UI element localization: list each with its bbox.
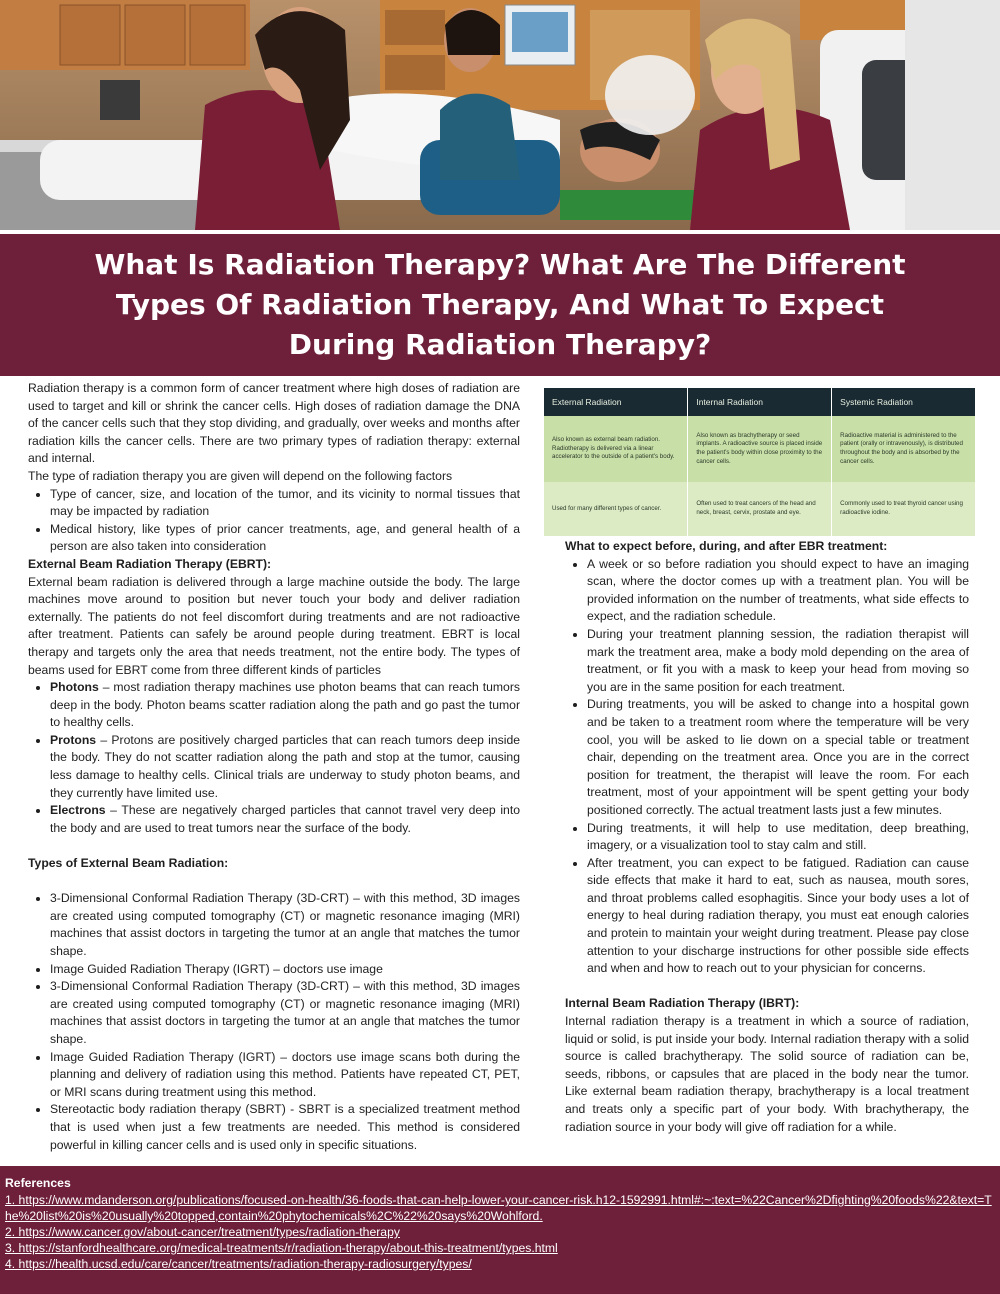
ebrt-paragraph: External beam radiation is delivered through a large machine outside the body. The large machines move around to position but never touch your body and deliver radiation externally. The patients do not feel discomfort during treatments and are not radioactive after treatment. Patients can safely be around people during treatment. EBRT is local therapy and targets only the area that needs treatment, not the entire body. The types of beams used for EBRT come from three different kinds of particles	[28, 574, 520, 677]
right-column	[565, 538, 969, 1136]
list-item: • Image Guided Radiation Therapy (IGRT) – doctors use image	[50, 961, 520, 979]
table-header: External Radiation	[544, 388, 688, 416]
ibrt-paragraph: Internal radiation therapy is a treatment in which a source of radiation, liquid or solid, is put inside your body. Internal radiation therapy with a solid source is called brachytherapy. The solid source of radiation can be, seeds, ribbons, or capsules that are placed in the body near the tumor. Like external beam radiation therapy, brachytherapy is a local treatment and treats only a specific part of your body. With brachytherapy, the radiation source in your body will give off radiation for a while.	[565, 1014, 969, 1134]
table-cell: Commonly used to treat thyroid cancer using radioactive iodine.	[832, 482, 976, 536]
factors-list	[28, 486, 520, 556]
reference-link[interactable]: 2. https://www.cancer.gov/about-cancer/treatment/types/radiation-therapy	[5, 1225, 400, 1239]
particle-name: Electrons	[50, 803, 106, 818]
radiation-types-table	[544, 388, 976, 522]
table-cell: Often used to treat cancers of the head and neck, breast, cervix, prostate and eye.	[688, 482, 832, 536]
table-header: Internal Radiation	[688, 388, 832, 416]
title-banner	[0, 230, 1000, 376]
list-item: • Stereotactic body radiation therapy (SBRT) - SBRT is a specialized treatment method that is used when just a few treatments are needed. This method is considered powerful in killing cancer cells and is used only in specific situations.	[50, 1101, 520, 1154]
list-item: • A week or so before radiation you should expect to have an imaging scan, where the doctor comes up with a treatment plan. You will be provided information on the number of treatments, what side effects to expect, and the radiation schedule.	[587, 556, 969, 626]
particle-name: Photons	[50, 680, 99, 695]
list-item: • Medical history, like types of prior cancer treatments, age, and general health of a person are also taken into consideration	[50, 521, 520, 556]
references-heading: References	[5, 1176, 71, 1190]
list-item: • After treatment, you can expect to be fatigued. Radiation can cause side effects that make it hard to eat, such as nausea, mouth sores, and throat problems called esophagitis. Since your body uses a lot of energy to heal during radiation therapy, you must eat enough calories and protein to maintain your weight during treatment. Please pay close attention to your discharge instructions for other possible side effects and when and how to reach out to your physician for concerns.	[587, 855, 969, 978]
table-cell: Used for many different types of cancer.	[544, 482, 688, 536]
table-row	[544, 482, 976, 536]
reference-link[interactable]: 1. https://www.mdanderson.org/publications/focused-on-health/36-foods-that-can-help-lower-your-cancer-risk.h12-1592991.html#:~:text=%22Cancer%2Dfighting%20foods%22&text=The%20list%20is%20usually%20topped,contain%20phytochemicals%2C%22%20says%20Wohlford.	[5, 1193, 992, 1223]
expect-list	[565, 556, 969, 978]
particle-name: Protons	[50, 732, 97, 747]
table-cell: Also known as brachytherapy or seed implants. A radioactive source is placed inside the patient's body within close proximity to the cancer cells.	[688, 416, 832, 482]
left-column	[28, 380, 520, 1154]
list-item	[50, 732, 520, 802]
table-row	[544, 416, 976, 482]
particle-text: – These are negatively charged particles that cannot travel very deep into the body and are used to treat tumors near the surface of the body.	[50, 803, 520, 835]
types-list	[28, 890, 520, 1154]
particle-text: – most radiation therapy machines use photon beams that can reach tumors deep in the body. Photon beams scatter radiation along the path and go past the tumor to healthy cells.	[50, 680, 520, 730]
particle-text: – Protons are positively charged particles that can reach tumors deep inside the body. They do not scatter radiation along the path and stop at the tumor, causing less damage to healthy cells. Clinical trials are underway to study photon beams, and they currently have limited use.	[50, 732, 520, 800]
hero-photo	[0, 0, 1000, 230]
list-item	[50, 802, 520, 837]
reference-link[interactable]: 3. https://stanfordhealthcare.org/medical-treatments/r/radiation-therapy/about-this-treatment/types.html	[5, 1241, 558, 1255]
list-item: • Type of cancer, size, and location of the tumor, and its vicinity to normal tissues that may be impacted by radiation	[50, 486, 520, 521]
radiation-therapy-room-photo	[0, 0, 1000, 230]
list-item	[50, 679, 520, 732]
list-item: • Image Guided Radiation Therapy (IGRT) – doctors use image scans both during the planning and delivery of radiation using this method. Patients have repeated CT, PET, or MRI scans during treatment using this method.	[50, 1049, 520, 1102]
ebrt-heading: External Beam Radiation Therapy (EBRT):	[28, 556, 272, 571]
reference-link[interactable]: 4. https://health.ucsd.edu/care/cancer/treatments/radiation-therapy-radiosurgery/types/	[5, 1257, 472, 1271]
ibrt-heading: Internal Beam Radiation Therapy (IBRT):	[565, 996, 800, 1011]
references-section	[0, 1166, 1000, 1294]
list-item: • During treatments, it will help to use meditation, deep breathing, imagery, or a visualization tool to stay calm and still.	[587, 820, 969, 855]
list-item: • 3-Dimensional Conformal Radiation Therapy (3D-CRT) – with this method, 3D images are created using computed tomography (CT) or magnetic resonance imaging (MRI) machines that assist doctors in targeting the tumor at an angle that matches the tumor shape.	[50, 890, 520, 960]
types-heading: Types of External Beam Radiation:	[28, 856, 229, 871]
particles-list	[28, 679, 520, 837]
table-header: Systemic Radiation	[832, 388, 976, 416]
factors-intro: The type of radiation therapy you are given will depend on the following factors	[28, 468, 453, 483]
intro-paragraph: Radiation therapy is a common form of cancer treatment where high doses of radiation are used to target and kill or shrink the cancer cells. High doses of radiation damage the DNA of the cancer cells such that they stop dividing, and gradually, over weeks and months after radiation kills the cancer cells. There are two primary types of radiation therapy: external and internal.	[28, 381, 520, 466]
table-cell: Radioactive material is administered to the patient (orally or intravenously), is distributed throughout the body and is absorbed by the cancer cells.	[832, 416, 976, 482]
table-cell: Also known as external beam radiation. Radiotherapy is delivered via a linear accelerator to the outside of a patient's body.	[544, 416, 688, 482]
list-item: • 3-Dimensional Conformal Radiation Therapy (3D-CRT) – with this method, 3D images are created using computed tomography (CT) or magnetic resonance imaging (MRI) machines that assist doctors in targeting the tumor at an angle that matches the tumor shape.	[50, 978, 520, 1048]
expect-heading: What to expect before, during, and after EBR treatment:	[565, 539, 888, 553]
page-title: What Is Radiation Therapy? What Are The Different Types Of Radiation Therapy, And What To Expect During Radiation Therapy?	[94, 248, 906, 361]
list-item: • During your treatment planning session, the radiation therapist will mark the treatment area, make a body mold depending on the area of treatment, or fit you with a mask to keep your head from moving so you are in the same position for each treatment.	[587, 626, 969, 696]
list-item: • During treatments, you will be asked to change into a hospital gown and be taken to a treatment room where the temperature will be very cool, you will be asked to lie down on a special table or treatment chair, depending on the treatment area. Once you are in the correct position for treatment, the therapist will leave the room. For each treatment, most of your appointment will be spent getting your body positioned correctly. The actual treatment lasts just a few minutes.	[587, 696, 969, 819]
